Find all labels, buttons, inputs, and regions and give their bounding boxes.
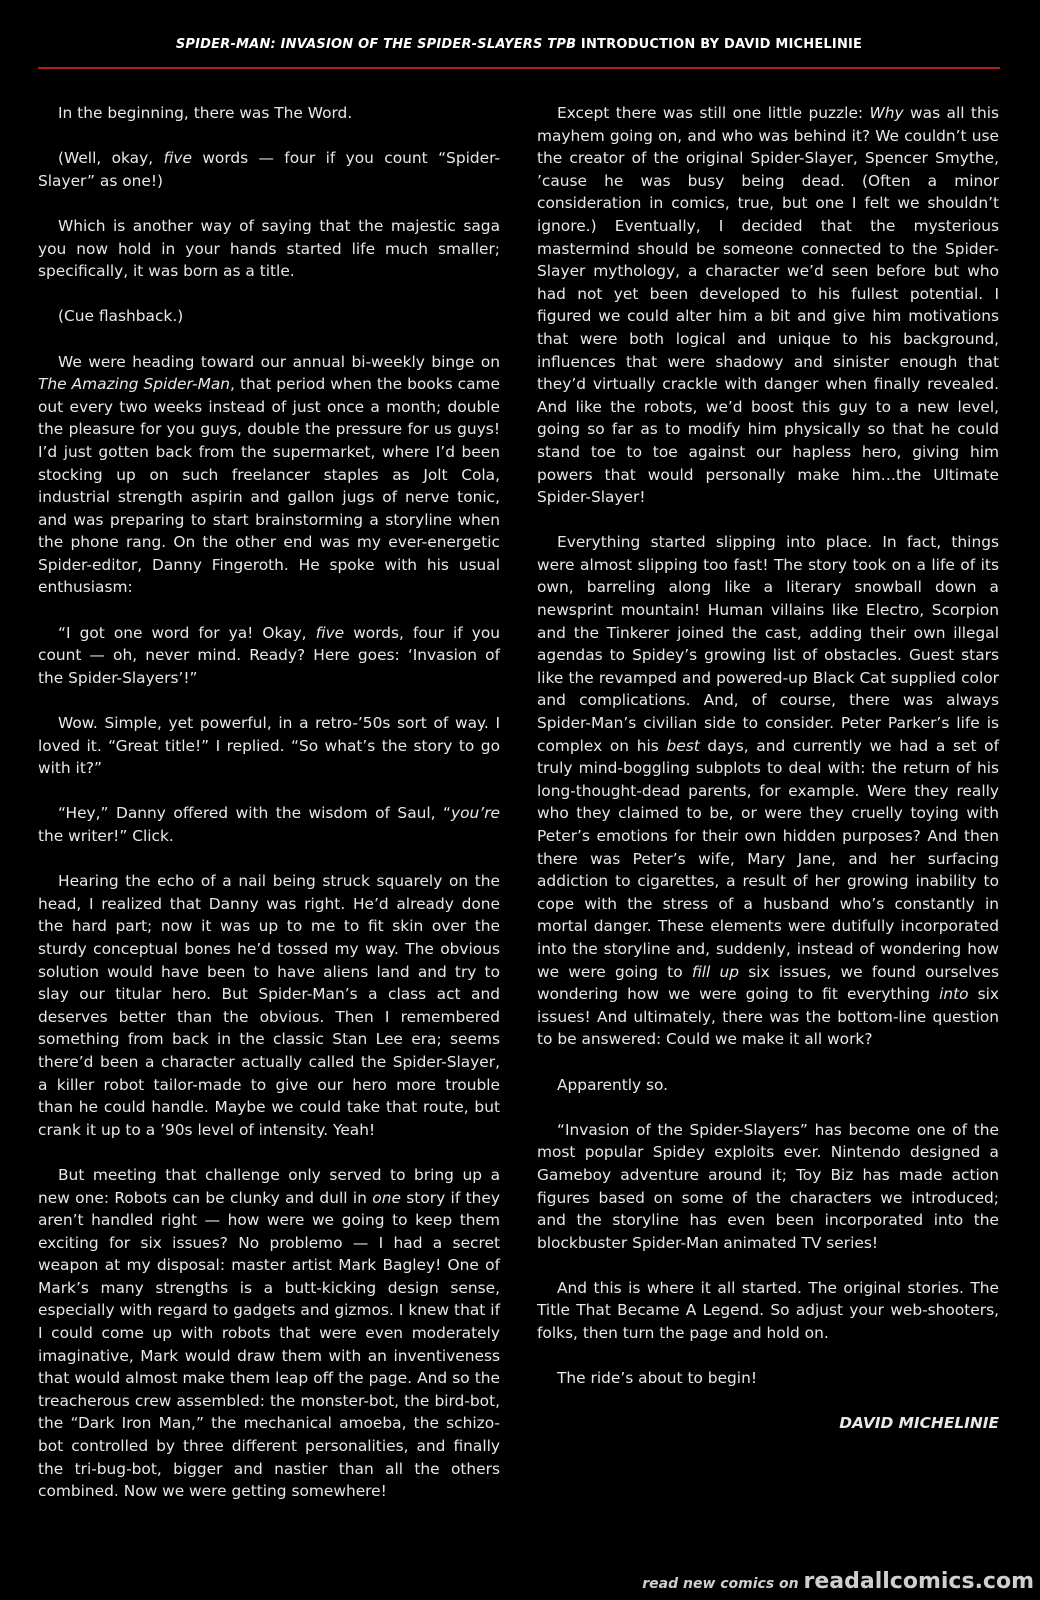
watermark-prefix: read new comics on	[642, 1576, 804, 1592]
emphasis-text: one	[372, 1188, 401, 1207]
watermark-site: readallcomics.com	[803, 1569, 1034, 1594]
right-column	[537, 102, 999, 1435]
text-run: (Well, okay,	[58, 149, 164, 168]
emphasis-text: five	[163, 149, 192, 168]
paragraph	[38, 622, 500, 690]
text-run: words, four if you count — oh, never mind. Ready? Here goes: ‘Invasion of the Spider-Slayers’!”	[38, 623, 500, 687]
header-divider	[38, 67, 1000, 69]
text-run: story if they aren’t handled right — how were we going to keep them exciting for six issues? No problemo — I had a secret weapon at my disposal: master artist Mark Bagley! One of Mark’s many strengths is a butt-kicking design sense, especially with regard to gadgets and gizmos. I knew that if I could come up with robots that were even moderately imaginative, Mark would draw them with an inventiveness that would almost make them leap off the page. And so the treacherous crew assembled: the monster-bot, the bird-bot, the “Dark Iron Man,” the mechanical amoeba, the schizo-bot controlled by three different personalities, and finally the tri-bug-bot, bigger and nastier than all the others combined. Now we were getting somewhere!	[38, 1188, 500, 1501]
text-run: And this is where it all started. The original stories. The Title That Became A Legend. So adjust your web-shooters, folks, then turn the page and hold on.	[537, 1278, 999, 1343]
paragraph	[38, 1164, 500, 1503]
emphasis-text: you’re	[451, 804, 500, 823]
text-run: Everything started slipping into place. In fact, things were almost slipping too fast! The story took on a life of its own, barreling along like a literary snowball down a newsprint mountain! Human villains like Electro, Scorpion and the Tinkerer joined the cast, adding their own illegal agendas to Spidey’s growing list of obstacles. Guest stars like the revamped and powered-up Black Cat supplied color and complications. And, of course, there was always Spider-Man’s civilian side to consider. Peter Parker’s life is complex on his	[537, 533, 999, 755]
paragraph	[537, 1367, 999, 1390]
paragraph	[38, 215, 500, 283]
text-run: Apparently so.	[557, 1075, 669, 1094]
text-run: Wow. Simple, yet powerful, in a retro-’50s sort of way. I loved it. “Great title!” I replied. “So what’s the story to go with it?”	[38, 714, 500, 778]
text-run: “Invasion of the Spider-Slayers” has become one of the most popular Spidey exploits ever. Nintendo designed a Gameboy adventure around it; Toy Biz has made action figures based on some of the characters we introduced; and the storyline has even been incorporated into the blockbuster Spider-Man animated TV series!	[537, 1120, 999, 1252]
paragraph	[537, 531, 999, 1051]
paragraph	[38, 802, 500, 847]
text-run: We were heading toward our annual bi-weekly binge on	[58, 352, 500, 371]
text-run: Hearing the echo of a nail being struck squarely on the head, I realized that Danny was right. He’d already done the hard part; now it was up to me to fit skin over the sturdy conceptual bones he’d tossed my way. The obvious solution would have been to have aliens land and try to slay our titular hero. But Spider-Man’s a class act and deserves better than the obvious. Then I remembered something from back in the classic Stan Lee era; seems there’d been a character actually called the Spider-Slayer, a killer robot tailor-made to give our hero more trouble than he could handle. Maybe we could take that route, but crank it up to a ’90s level of intensity. Yeah!	[38, 872, 500, 1139]
page-header	[38, 37, 1000, 52]
paragraph	[38, 102, 500, 125]
text-run: In the beginning, there was The Word.	[58, 104, 353, 122]
paragraph	[38, 351, 500, 600]
text-run: “I got one word for ya! Okay,	[58, 623, 316, 642]
book-title: SPIDER-MAN: INVASION OF THE SPIDER-SLAYERS TPB	[175, 37, 577, 52]
text-run: (Cue flashback.)	[58, 307, 184, 326]
paragraph	[38, 305, 500, 328]
emphasis-text: fill up	[691, 962, 740, 981]
paragraph	[537, 102, 999, 509]
emphasis-text: five	[315, 623, 345, 642]
paragraph	[537, 1119, 999, 1255]
paragraph	[38, 147, 500, 192]
paragraph	[38, 712, 500, 780]
text-run: six issues, we found ourselves wondering how we were going to fit everything	[537, 962, 999, 1004]
text-run: Except there was still one little puzzle:	[557, 104, 870, 122]
emphasis-text: Why	[869, 104, 904, 122]
emphasis-text: best	[666, 736, 700, 755]
text-run: days, and currently we had a set of truly mind-boggling subplots to deal with: the return of his long-thought-dead parents, for example. Were they really who they claimed to be, or were they cruelly toying with Peter’s emotions for their own hidden purposes? And then there was Peter’s wife, Mary Jane, and her surfacing addiction to cigarettes, a result of her growing inability to cope with the stress of a husband who’s constantly in mortal danger. These elements were dutifully incorporated into the storyline and, suddenly, instead of wondering how we were going to	[537, 736, 999, 981]
text-run: But meeting that challenge only served to bring up a new one: Robots can be clunky and dull in	[38, 1165, 500, 1207]
paragraph	[38, 870, 500, 1141]
text-run: words — four if you count “Spider-Slayer” as one!)	[38, 149, 500, 190]
author-signature: DAVID MICHELINIE	[839, 1414, 999, 1433]
text-run: Which is another way of saying that the majestic saga you now hold in your hands started life much smaller; specifically, it was born as a title.	[38, 216, 500, 281]
text-run: , that period when the books came out every two weeks instead of just once a month; double the pleasure for you guys, double the pressure for us guys! I’d just gotten back from the supermarket, where I’d been stocking up on such freelancer staples as Jolt Cola, industrial strength aspirin and gallon jugs of nerve tonic, and was preparing to start brainstorming a storyline when the phone rang. On the other end was my ever-energetic Spider-editor, Danny Fingeroth. He spoke with his usual enthusiasm:	[38, 375, 501, 597]
text-run: six issues! And ultimately, there was the bottom-line question to be answered: Could we make it all work?	[537, 985, 999, 1049]
text-run: The ride’s about to begin!	[557, 1369, 758, 1388]
text-run: the writer!” Click.	[38, 827, 174, 845]
paragraph	[537, 1074, 999, 1097]
site-watermark	[642, 1569, 1034, 1594]
header-subtitle: INTRODUCTION BY DAVID MICHELINIE	[576, 37, 863, 52]
paragraph	[537, 1277, 999, 1345]
emphasis-text: into	[939, 985, 969, 1004]
text-run: was all this mayhem going on, and who was behind it? We couldn’t use the creator of the original Spider-Slayer, Spencer Smythe, ’cause he was busy being dead. (Often a minor consideration in comics, true, but one I felt we shouldn’t ignore.) Eventually, I decided that the mysterious mastermind should be someone connected to the Spider-Slayer mythology, a character we’d seen before but who had not yet been developed to his fullest potential. I figured we could alter him a bit and give him motivations that were both logical and unique to his background, influences that were shadowy and sinister enough that they’d virtually crackle with danger when finally revealed. And like the robots, we’d boost this guy to a new level, going so far as to modify him physically so that he could stand toe to toe against our hapless hero, giving him powers that would personally make him…the Ultimate Spider-Slayer!	[537, 104, 1000, 507]
left-column	[38, 102, 500, 1503]
text-run: “Hey,” Danny offered with the wisdom of Saul, “	[58, 804, 452, 823]
emphasis-text: The Amazing Spider-Man	[38, 375, 231, 394]
